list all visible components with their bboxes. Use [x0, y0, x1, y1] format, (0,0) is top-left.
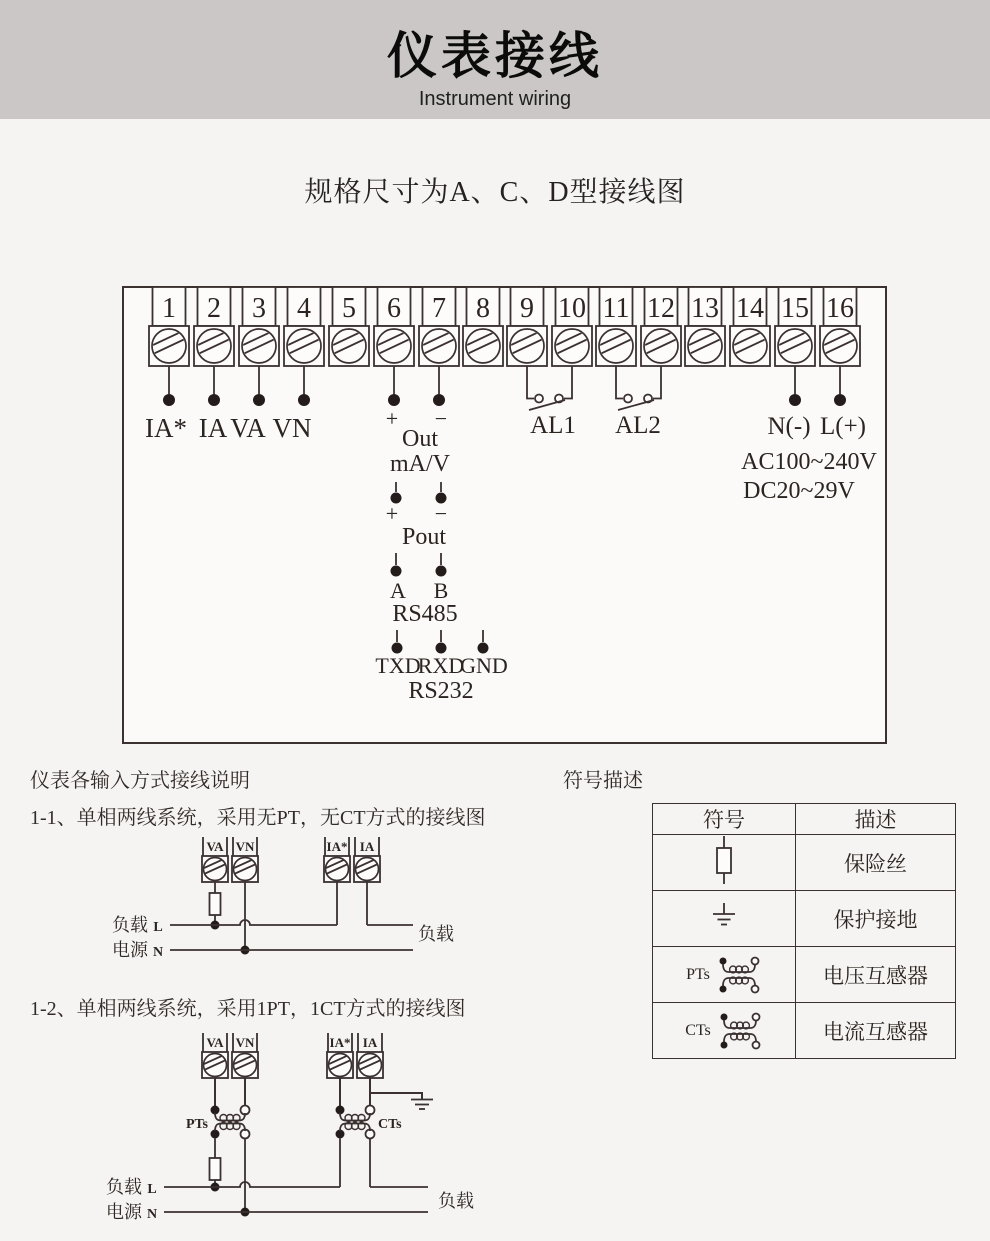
- terminal-label: IA*: [329, 1035, 351, 1050]
- terminal-ia-star: [324, 837, 350, 882]
- pt-transformer: [186, 1078, 250, 1139]
- label-rs485-b: B: [433, 578, 449, 603]
- label-load-right: 负载: [418, 924, 454, 944]
- description-column-header: 描述: [796, 804, 956, 835]
- label-mav: mA/V: [390, 451, 450, 477]
- terminal-10: [552, 287, 592, 366]
- fuse-icon: [210, 1158, 221, 1180]
- cts-prefix: CTs: [685, 1021, 711, 1039]
- label-vn: VN: [272, 413, 312, 443]
- terminal-4: [284, 287, 324, 366]
- label-load-right: 负载: [438, 1191, 474, 1211]
- label-n: N: [152, 945, 164, 960]
- terminal-label: IA*: [326, 839, 348, 854]
- terminal-number: 15: [781, 293, 809, 324]
- line-l: [170, 920, 337, 925]
- current-transformer-icon: [717, 1010, 763, 1052]
- label-load: 负载: [112, 915, 148, 935]
- terminal-number: 3: [252, 293, 266, 324]
- terminal-number: 9: [520, 293, 534, 324]
- label-n: N: [146, 1207, 158, 1222]
- terminal-number: 4: [297, 293, 311, 324]
- terminal-va: [202, 837, 228, 882]
- label-source: 电源: [106, 1202, 142, 1222]
- terminal-vn: [232, 1033, 258, 1078]
- terminal-ia-star: [327, 1033, 353, 1078]
- diagram-1-2-title: 1-2、单相两线系统，采用1PT，1CT方式的接线图: [30, 998, 466, 1020]
- terminal-label: VA: [206, 839, 224, 854]
- page-subtitle: Instrument wiring: [418, 88, 572, 110]
- symbol-table: [652, 803, 956, 1059]
- terminal-1: [149, 287, 189, 366]
- terminal-number: 1: [162, 293, 176, 324]
- diagram-1-1-title: 1-1、单相两线系统，采用无PT，无CT方式的接线图: [30, 807, 486, 829]
- label-ia-star: IA*: [145, 413, 187, 443]
- label-pout: Pout: [401, 524, 447, 550]
- terminal-label: VA: [206, 1035, 224, 1050]
- label-source: 电源: [112, 940, 148, 960]
- terminal-label: IA: [359, 839, 375, 854]
- label-pout-plus: +: [385, 501, 399, 526]
- terminal-16: [820, 287, 860, 366]
- label-txd: TXD: [375, 653, 421, 678]
- terminal-7: [419, 287, 459, 366]
- terminal-3: [239, 287, 279, 366]
- terminal-label: VN: [235, 839, 255, 854]
- terminal-number: 5: [342, 293, 356, 324]
- table-row: [653, 1003, 956, 1059]
- table-row: [653, 835, 956, 891]
- diagram-1-1: [80, 832, 500, 972]
- label-out-minus: −: [434, 406, 448, 431]
- table-row: [653, 947, 956, 1003]
- label-ac-range: AC100~240V: [741, 449, 877, 475]
- terminal-number: 8: [476, 293, 490, 324]
- terminal-number: 14: [736, 293, 764, 324]
- terminal-9: [507, 287, 547, 366]
- wiring-notes-title: 仪表各输入方式接线说明: [30, 770, 250, 792]
- terminal-8: [463, 287, 503, 366]
- symbol-table-header-row: [653, 804, 956, 835]
- terminal-5: [329, 287, 369, 366]
- protective-earth-icon: [411, 1100, 433, 1110]
- terminal-vn: [232, 837, 258, 882]
- terminal-label: IA: [362, 1035, 378, 1050]
- label-cts: CTs: [378, 1117, 402, 1132]
- terminal-number: 10: [558, 293, 586, 324]
- symbol-description: 电流互感器: [796, 1003, 956, 1059]
- terminal-11: [596, 287, 636, 366]
- label-rs232: RS232: [408, 678, 474, 704]
- ct-transformer: [336, 1078, 403, 1139]
- terminal-15: [775, 287, 815, 366]
- label-l-plus: L(+): [819, 413, 867, 440]
- main-wiring-diagram: [0, 240, 990, 765]
- terminal-number: 11: [602, 293, 630, 324]
- terminal-number: 6: [387, 293, 401, 324]
- label-ia: IA: [198, 413, 228, 443]
- label-l: L: [153, 920, 163, 935]
- page-title: 仪表接线: [387, 28, 603, 84]
- terminal-va: [202, 1033, 228, 1078]
- page-header: [0, 0, 990, 119]
- symbol-description: 保险丝: [796, 835, 956, 891]
- terminal-label: VN: [235, 1035, 255, 1050]
- label-pout-minus: −: [434, 501, 448, 526]
- earth-branch: [370, 1093, 433, 1109]
- table-row: [653, 891, 956, 947]
- fuse-icon: [709, 836, 739, 884]
- symbol-description: 保护接地: [796, 891, 956, 947]
- label-rxd: RXD: [417, 653, 465, 678]
- terminal-12: [641, 287, 681, 366]
- label-out: Out: [402, 426, 438, 452]
- symbol-column-header: 符号: [653, 804, 796, 835]
- voltage-transformer-icon: [716, 954, 762, 996]
- wiring-1-2: [164, 1139, 428, 1217]
- line-l: [164, 1182, 340, 1187]
- terminal-number: 7: [432, 293, 446, 324]
- label-pts: PTs: [185, 1117, 208, 1132]
- pts-prefix: PTs: [686, 965, 710, 983]
- symbol-table-title: 符号描述: [563, 770, 643, 792]
- label-va: VA: [230, 413, 266, 443]
- diagram-1-2: [80, 1028, 510, 1233]
- terminal-ia: [354, 837, 380, 882]
- label-out-plus: +: [385, 406, 399, 431]
- terminal-13: [685, 287, 725, 366]
- label-n-minus: N(-): [767, 413, 811, 440]
- terminal-ia: [357, 1033, 383, 1078]
- label-al2: AL2: [615, 412, 661, 439]
- protective-earth-icon: [706, 903, 742, 929]
- terminal-2: [194, 287, 234, 366]
- label-l: L: [147, 1182, 157, 1197]
- wiring-1-1: [170, 882, 413, 955]
- label-gnd: GND: [460, 653, 508, 678]
- label-rs485: RS485: [392, 601, 458, 627]
- terminal-14: [730, 287, 770, 366]
- terminal-6: [374, 287, 414, 366]
- terminal-number: 12: [647, 293, 675, 324]
- symbol-description: 电压互感器: [796, 947, 956, 1003]
- terminal-number: 13: [691, 293, 719, 324]
- terminal-number: 16: [826, 293, 854, 324]
- spec-title: 规格尺寸为A、C、D型接线图: [304, 177, 686, 208]
- label-load: 负载: [106, 1177, 142, 1197]
- terminal-number: 2: [207, 293, 221, 324]
- label-al1: AL1: [530, 412, 576, 439]
- label-rs485-a: A: [390, 578, 406, 603]
- label-dc-range: DC20~29V: [743, 478, 855, 504]
- fuse-icon: [210, 893, 221, 915]
